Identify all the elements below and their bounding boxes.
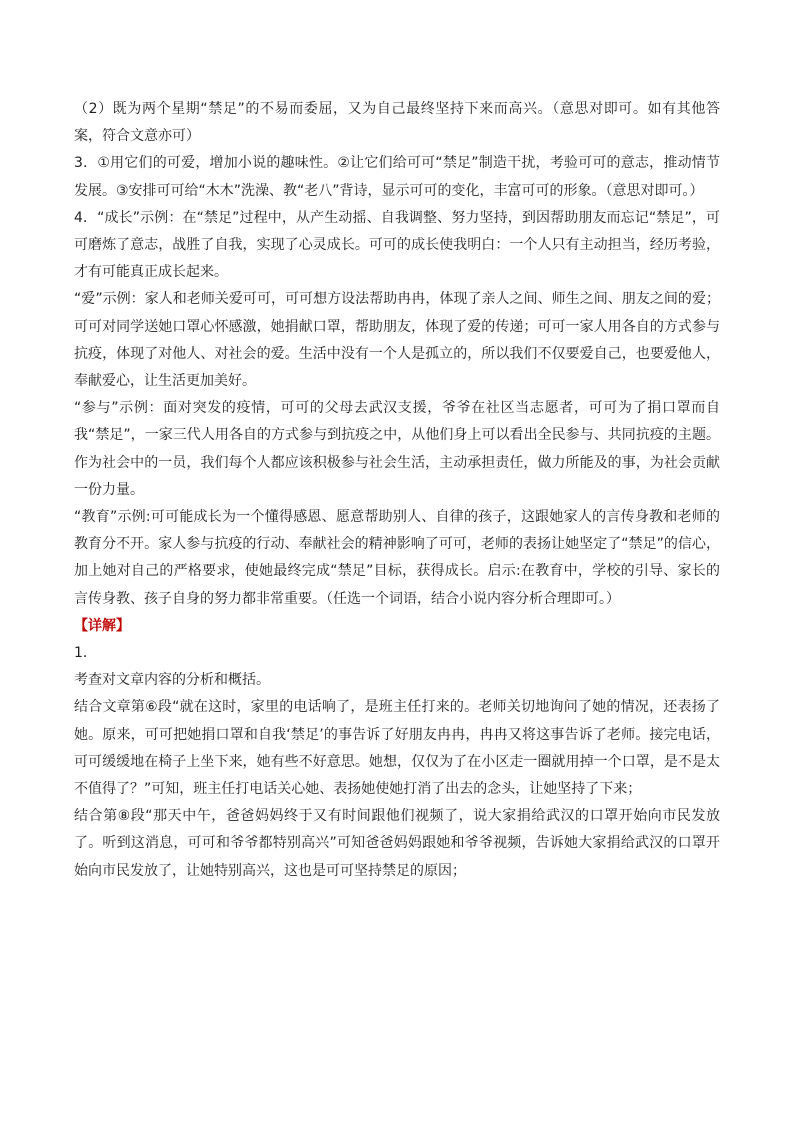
answer-paragraph-3: 3．①用它们的可爱，增加小说的趣味性。②让它们给可可“禁足”制造干扰，考验可可的意志，推动情节发展。③安排可可给“木木”洗澡、教“老八”背诗，显示可可的变化，丰富可可的形象。（意思对即可。） [74, 155, 720, 199]
detail-paragraph-6-analysis: 结合文章第⑥段“就在这时，家里的电话响了，是班主任打来的。老师关切地询问了她的情况，还表扬了她。原来，可可把她捐口罩和自我‘禁足’的事告诉了好朋友冉冉，冉冉又将这事告诉了老师。接完电话，可可缓缓地在椅子上坐下来，她有些不好意思。她想，仅仅为了在小区走一圈就用掉一个口罩，是不是太不值得了？”可知，班主任打电话关心她、表扬她使她打消了出去的念头，让她坚持了下来； [74, 699, 720, 798]
answer-paragraph-4-growth: 4．“成长”示例：在“禁足”过程中，从产生动摇、自我调整、努力坚持，到因帮助朋友而忘记“禁足”，可可磨炼了意志，战胜了自我，实现了心灵成长。可可的成长使我明白：一个人只有主动担当，经历考验，才有可能真正成长起来。 [74, 209, 720, 281]
detail-question-number: 1． [74, 645, 97, 662]
answer-paragraph-4-love: “爱”示例：家人和老师关爱可可，可可想方设法帮助冉冉，体现了亲人之间、师生之间、朋友之间的爱；可可对同学送她口罩心怀感激，她捐献口罩，帮助朋友，体现了爱的传递；可可一家人用各自的方式参与抗疫，体现了对他人、对社会的爱。生活中没有一个人是孤立的，所以我们不仅要爱自己，也要爱他人，奉献爱心，让生活更加美好。 [74, 291, 720, 390]
answer-paragraph-4-education: “教育”示例:可可能成长为一个懂得感恩、愿意帮助别人、自律的孩子，这跟她家人的言传身教和老师的教育分不开。家人参与抗疫的行动、奉献社会的精神影响了可可，老师的表扬让她坚定了“禁足”的信心，加上她对自己的严格要求，使她最终完成“禁足”目标，获得成长。启示:在教育中，学校的引导、家长的言传身教、孩子自身的努力都非常重要。（任选一个词语，结合小说内容分析合理即可。） [74, 509, 720, 607]
answer-paragraph-4-participation: “参与”示例：面对突发的疫情，可可的父母去武汉支援，爷爷在社区当志愿者，可可为了捐口罩而自我“禁足”，一家三代人用各自的方式参与到抗疫之中，从他们身上可以看出全民参与、共同抗疫的主题。作为社会中的一员，我们每个人都应该积极参与社会生活，主动承担责任，做力所能及的事，为社会贡献一份力量。 [74, 400, 720, 498]
answer-paragraph-2: （2）既为两个星期“禁足”的不易而委屈，又为自己最终坚持下来而高兴。（意思对即可。如有其他答案，符合文意亦可） [74, 101, 720, 145]
detail-topic: 考查对文章内容的分析和概括。 [74, 672, 270, 689]
detail-paragraph-8-analysis: 结合第⑧段“那天中午，爸爸妈妈终于又有时间跟他们视频了，说大家捐给武汉的口罩开始向市民发放了。听到这消息，可可和爷爷都特别高兴”可知爸爸妈妈跟她和爷爷视频，告诉她大家捐给武汉的口罩开始向市民发放了，让她特别高兴，这也是可可坚持禁足的原因； [74, 808, 720, 879]
detail-heading: 【详解】 [74, 617, 130, 634]
